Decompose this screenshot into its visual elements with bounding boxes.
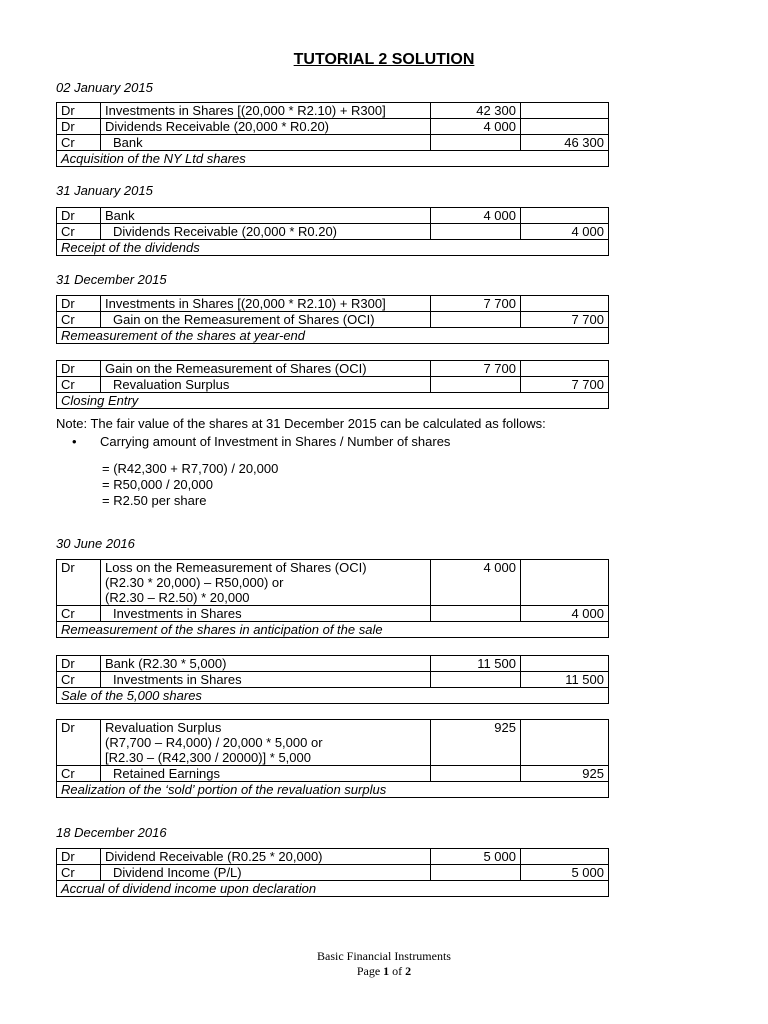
debit-amount: [431, 865, 521, 881]
credit-amount: [521, 560, 609, 606]
debit-amount: [431, 224, 521, 240]
entry-date: 02 January 2015: [56, 80, 153, 95]
debit-amount: 4 000: [431, 560, 521, 606]
account-name: Investments in Shares: [113, 672, 242, 687]
note-text: Note: The fair value of the shares at 31 December 2015 can be calculated as follows:: [56, 416, 546, 431]
bullet-icon: •: [72, 434, 77, 449]
account-name: Investments in Shares [(20,000 * R2.10) + R300]: [101, 296, 431, 312]
narration: Sale of the 5,000 shares: [57, 688, 609, 704]
debit-amount: 925: [431, 720, 521, 766]
journal-entry-table: [56, 207, 609, 256]
journal-entry-table: [56, 559, 609, 638]
credit-amount: 7 700: [521, 377, 609, 393]
entry-type: Cr: [57, 672, 101, 688]
page-indicator: [0, 964, 768, 979]
account-name: Investments in Shares: [113, 606, 242, 621]
journal-entry-table: [56, 719, 609, 798]
page-footer: [0, 949, 768, 979]
narration: Closing Entry: [57, 393, 609, 409]
account-detail-line: (R7,700 – R4,000) / 20,000 * 5,000 or: [105, 735, 323, 750]
narration-row: [57, 328, 609, 344]
account-detail-line: [R2.30 – (R42,300 / 20000)] * 5,000: [105, 750, 311, 765]
account-name: Retained Earnings: [113, 766, 220, 781]
account-detail-line: (R2.30 – R2.50) * 20,000: [105, 590, 250, 605]
debit-amount: [431, 606, 521, 622]
entry-type: Dr: [57, 119, 101, 135]
journal-row: [57, 208, 609, 224]
account-name-cell: [101, 672, 431, 688]
journal-row: [57, 296, 609, 312]
narration-row: [57, 881, 609, 897]
debit-amount: [431, 672, 521, 688]
credit-amount: 4 000: [521, 224, 609, 240]
footer-title: Basic Financial Instruments: [317, 949, 451, 963]
account-name: Dividends Receivable (20,000 * R0.20): [101, 119, 431, 135]
entry-type: Dr: [57, 849, 101, 865]
page-of-label: of: [389, 964, 406, 978]
account-name: Loss on the Remeasurement of Shares (OCI): [105, 560, 367, 575]
journal-entry-table: [56, 102, 609, 167]
entry-date: 18 December 2016: [56, 825, 167, 840]
debit-amount: 7 700: [431, 296, 521, 312]
credit-amount: 7 700: [521, 312, 609, 328]
account-name: Investments in Shares [(20,000 * R2.10) + R300]: [101, 103, 431, 119]
page-title: TUTORIAL 2 SOLUTION: [293, 51, 475, 68]
journal-row: [57, 672, 609, 688]
debit-amount: [431, 766, 521, 782]
account-name: Revaluation Surplus: [113, 377, 230, 392]
journal-entry-table: [56, 848, 609, 897]
account-name-cell: [101, 766, 431, 782]
journal-row: [57, 766, 609, 782]
page-label: Page: [356, 964, 384, 978]
account-name: Dividend Receivable (R0.25 * 20,000): [101, 849, 431, 865]
credit-amount: [521, 296, 609, 312]
entry-type: Cr: [57, 224, 101, 240]
narration: Accrual of dividend income upon declaration: [57, 881, 609, 897]
account-name: Bank (R2.30 * 5,000): [101, 656, 431, 672]
entry-type: Dr: [57, 296, 101, 312]
journal-row: [57, 312, 609, 328]
journal-row: [57, 606, 609, 622]
debit-amount: 42 300: [431, 103, 521, 119]
account-name: Bank: [113, 135, 143, 150]
entry-date: 30 June 2016: [56, 536, 135, 551]
debit-amount: 4 000: [431, 119, 521, 135]
credit-amount: 11 500: [521, 672, 609, 688]
debit-amount: 11 500: [431, 656, 521, 672]
credit-amount: [521, 208, 609, 224]
narration-row: [57, 151, 609, 167]
account-name-cell: [101, 224, 431, 240]
entry-type: Dr: [57, 361, 101, 377]
account-name: Dividend Income (P/L): [113, 865, 242, 880]
credit-amount: [521, 849, 609, 865]
page-total: 2: [405, 964, 412, 978]
journal-entry-table: [56, 655, 609, 704]
account-name-cell: [101, 560, 431, 606]
journal-row: [57, 119, 609, 135]
account-name-cell: [101, 720, 431, 766]
debit-amount: 4 000: [431, 208, 521, 224]
page-number: 1: [383, 964, 390, 978]
credit-amount: 4 000: [521, 606, 609, 622]
entry-type: Cr: [57, 312, 101, 328]
credit-amount: 5 000: [521, 865, 609, 881]
narration: Receipt of the dividends: [57, 240, 609, 256]
entry-type: Dr: [57, 656, 101, 672]
account-name: Dividends Receivable (20,000 * R0.20): [113, 224, 338, 239]
credit-amount: [521, 656, 609, 672]
entry-type: Cr: [57, 606, 101, 622]
account-name: Revaluation Surplus: [105, 720, 222, 735]
debit-amount: [431, 377, 521, 393]
narration: Acquisition of the NY Ltd shares: [57, 151, 609, 167]
journal-row: [57, 720, 609, 766]
narration-row: [57, 393, 609, 409]
account-name: Bank: [101, 208, 431, 224]
journal-row: [57, 103, 609, 119]
entry-type: Dr: [57, 208, 101, 224]
narration-row: [57, 688, 609, 704]
entry-type: Dr: [57, 720, 101, 766]
debit-amount: 7 700: [431, 361, 521, 377]
journal-row: [57, 849, 609, 865]
account-name-cell: [101, 312, 431, 328]
debit-amount: 5 000: [431, 849, 521, 865]
journal-entry-table: [56, 360, 609, 409]
journal-entry-table: [56, 295, 609, 344]
journal-row: [57, 361, 609, 377]
narration: Remeasurement of the shares in anticipation of the sale: [57, 622, 609, 638]
debit-amount: [431, 135, 521, 151]
entry-date: 31 December 2015: [56, 272, 167, 287]
credit-amount: 925: [521, 766, 609, 782]
account-name-cell: [101, 135, 431, 151]
journal-row: [57, 377, 609, 393]
calculation-line: = (R42,300 + R7,700) / 20,000: [102, 461, 279, 476]
entry-type: Cr: [57, 766, 101, 782]
account-name-cell: [101, 377, 431, 393]
credit-amount: [521, 119, 609, 135]
narration: Realization of the ‘sold’ portion of the revaluation surplus: [57, 782, 609, 798]
journal-row: [57, 560, 609, 606]
credit-amount: 46 300: [521, 135, 609, 151]
note-bullet: [72, 434, 450, 449]
journal-row: [57, 865, 609, 881]
journal-row: [57, 656, 609, 672]
entry-type: Dr: [57, 103, 101, 119]
calculation-line: = R50,000 / 20,000: [102, 477, 213, 492]
account-name-cell: [101, 865, 431, 881]
calculation-block: [102, 461, 278, 509]
account-name: Gain on the Remeasurement of Shares (OCI): [113, 312, 375, 327]
entry-type: Cr: [57, 865, 101, 881]
credit-amount: [521, 720, 609, 766]
narration-row: [57, 782, 609, 798]
account-name: Gain on the Remeasurement of Shares (OCI): [101, 361, 431, 377]
entry-type: Cr: [57, 377, 101, 393]
entry-type: Cr: [57, 135, 101, 151]
entry-type: Dr: [57, 560, 101, 606]
account-detail-line: (R2.30 * 20,000) – R50,000) or: [105, 575, 284, 590]
credit-amount: [521, 361, 609, 377]
credit-amount: [521, 103, 609, 119]
note-bullet-text: Carrying amount of Investment in Shares / Number of shares: [100, 434, 451, 449]
calculation-line: = R2.50 per share: [102, 493, 207, 508]
narration: Remeasurement of the shares at year-end: [57, 328, 609, 344]
narration-row: [57, 240, 609, 256]
account-name-cell: [101, 606, 431, 622]
narration-row: [57, 622, 609, 638]
debit-amount: [431, 312, 521, 328]
journal-row: [57, 135, 609, 151]
journal-row: [57, 224, 609, 240]
entry-date: 31 January 2015: [56, 183, 153, 198]
